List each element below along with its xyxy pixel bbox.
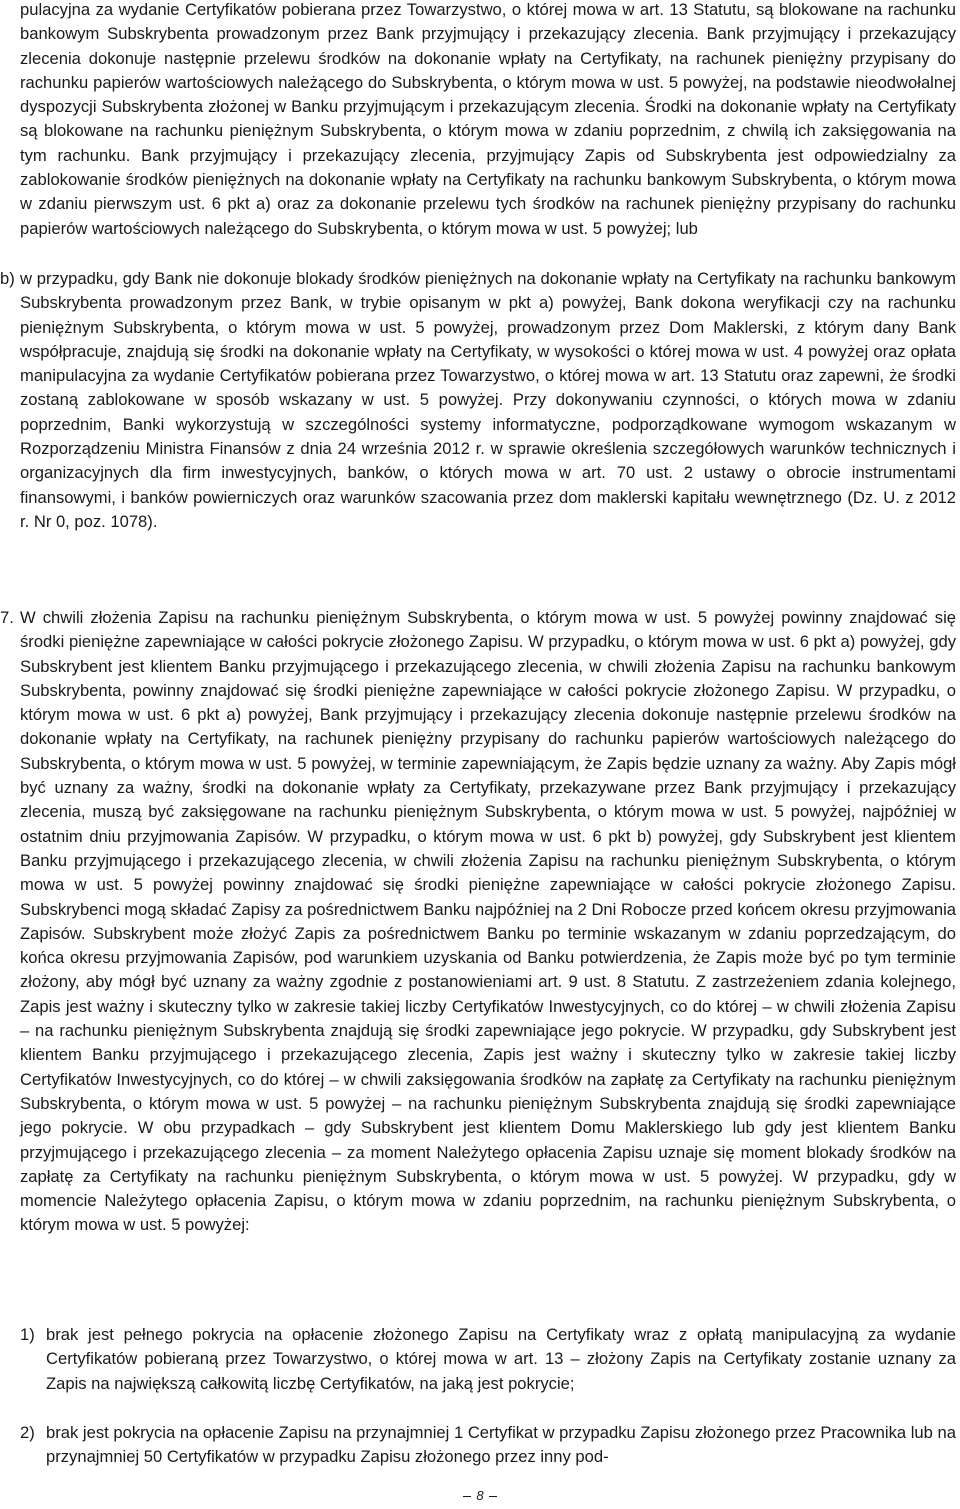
- continuation-text: pulacyjna za wydanie Certyfikatów pobierana przez Towarzystwo, o której mowa w art. 13 Statutu, są blokowane na rachunku bankowym Subskrybenta prowadzonym przez Bank przyjmujący i przekazujący zlecenia. Bank przyjmujący i przekazujący zlecenia dokonuje następnie przelewu środków na dokonanie wpłaty na Certyfikaty, na rachunek pieniężny przypisany do rachunku papierów wartościowych należącego do Subskrybenta, o którym mowa w ust. 5 powyżej, na podstawie nieodwołalnej dyspozycji Subskrybenta złożonej w Banku przyjmującym i przekazującym zlecenia. Środki na dokonanie wpłaty na Certyfikaty są blokowane na rachunku pieniężnym Subskrybenta, o którym mowa w zdaniu poprzednim, z chwilą ich zaksięgowania na tym rachunku. Bank przyjmujący i przekazujący zlecenia, przyjmujący Zapis od Subskrybenta jest odpowiedzialny za zablokowanie środków pieniężnych na dokonanie wpłaty na Certyfikaty na rachunku bankowym Subskrybenta, o którym mowa w zdaniu pierwszym ust. 6 pkt a) oraz za dokonanie przelewu tych środków na rachunek pieniężny przypisany do rachunku papierów wartościowych należącego do Subskrybenta, o którym mowa w ust. 5 powyżej; lub: [20, 0, 956, 238]
- section-7-text: W chwili złożenia Zapisu na rachunku pieniężnym Subskrybenta, o którym mowa w ust. 5 powyżej powinny znajdować się środki pieniężne zapewniające w całości pokrycie złożonego Zapisu. W przypadku, o którym mowa w ust. 6 pkt a) powyżej, gdy Subskrybent jest klientem Banku przyjmującego i przekazującego zlecenia, w chwili złożenia Zapisu na rachunku bankowym Subskrybenta, powinny znajdować się środki pieniężne zapewniające w całości pokrycie złożonego Zapisu. W przypadku, o którym mowa w ust. 6 pkt a) powyżej, Bank przyjmujący i przekazujący zlecenia dokonuje następnie przelewu środków na dokonanie wpłaty na Certyfikaty, na rachunek pieniężny przypisany do rachunku papierów wartościowych należącego do Subskrybenta, o którym mowa w ust. 5 powyżej, w terminie zapewniającym, że Zapis będzie uznany za ważny. Aby Zapis mógł być uznany za ważny, środki na dokonanie wpłaty za Certyfikaty, przekazywane przez Bank przyjmujący i przekazujący zlecenia, muszą być zaksięgowane na rachunku pieniężnym Subskrybenta, o którym mowa w ust. 5 powyżej, najpóźniej w ostatnim dniu przyjmowania Zapisów. W przypadku, o którym mowa w ust. 6 pkt b) powyżej, gdy Subskrybent jest klientem Banku przyjmującego i przekazującego zlecenia, w chwili złożenia Zapisu na rachunku pieniężnym Subskrybenta, o którym mowa w ust. 5 powyżej powinny znajdować się środki pieniężne zapewniające w całości pokrycie złożonego Zapisu. Subskrybenci mogą składać Zapisy za pośrednictwem Banku najpóźniej na 2 Dni Robocze przed końcem okresu przyjmowania Zapisów. Subskrybent może złożyć Zapis za pośrednictwem Banku po terminie wskazanym w zdaniu poprzedzającym, do końca okresu przyjmowania Zapisów, pod warunkiem uzyskania od Banku potwierdzenia, że Zapis może być po tym terminie złożony, aby mógł być uznany za ważny zgodnie z postanowieniami art. 9 ust. 8 Statutu. Z zastrzeżeniem zdania kolejnego, Zapis jest ważny i skuteczny tylko w zakresie takiej liczby Certyfikatów Inwestycyjnych, co do której – w chwili złożenia Zapisu – na rachunku pieniężnym Subskrybenta znajdują się środki zapewniające jego pokrycie. W przypadku, gdy Subskrybent jest klientem Banku przyjmującego i przekazującego zlecenia, Zapis jest ważny i skuteczny tylko w zakresie takiej liczby Certyfikatów Inwestycyjnych, co do której – w chwili zaksięgowania środków na zapłatę za Certyfikaty na rachunku pieniężnym Subskrybenta, o którym mowa w ust. 5 powyżej – na rachunku pieniężnym Subskrybenta znajdują się środki zapewniające jego pokrycie. W obu przypadkach – gdy Subskrybent jest klientem Domu Maklerskiego lub gdy jest klientem Banku przyjmującego i przekazującego zlecenia – za moment Należytego opłacenia Zapisu uznaje się moment blokady środków na zapłatę za Certyfikaty na rachunku pieniężnym Subskrybenta, o którym mowa w ust. 5 powyżej. W przypadku, gdy w momencie Należytego opłacenia Zapisu, o którym mowa w zdaniu poprzednim, na rachunku pieniężnym Subskrybenta, o którym mowa w ust. 5 powyżej:: [20, 608, 956, 1235]
- list-item-label: 1): [20, 1325, 35, 1344]
- footer-dash-left: [463, 1496, 471, 1497]
- section-7: [0, 606, 956, 1238]
- list-item-2: [20, 1421, 956, 1470]
- section-number: 7.: [0, 608, 14, 627]
- list-item-text: brak jest pokrycia na opłacenie Zapisu na przynajmniej 1 Certyfikat w przypadku Zapisu złożonego przez Pracownika lub na przynajmniej 50 Certyfikatów w przypadku Zapisu złożonego przez inny pod-: [46, 1423, 956, 1467]
- list-item-label: 2): [20, 1423, 35, 1442]
- continuation-paragraph: [20, 0, 956, 241]
- list-item-1: [20, 1323, 956, 1396]
- list-item-label: b): [0, 269, 15, 288]
- page-footer: [0, 1484, 960, 1508]
- page-number: 8: [476, 1488, 484, 1503]
- list-item-text: [20, 267, 956, 534]
- list-item-text: brak jest pełnego pokrycia na opłacenie złożonego Zapisu na Certyfikaty wraz z opłatą manipulacyjną za wydanie Certyfikatów pobieraną przez Towarzystwo, o której mowa w art. 13 – złożony Zapis na Certyfikaty zostanie uznany za Zapis na największą całkowitą liczbę Certyfikatów, na jaką jest pokrycie;: [46, 1325, 956, 1393]
- list-item-b: [0, 267, 956, 534]
- item-b-text: w przypadku, gdy Bank nie dokonuje blokady środków pieniężnych na dokonanie wpłaty na Certyfikaty na rachunku bankowym Subskrybenta prowadzonym przez Bank, w trybie opisanym w pkt a) powyżej, Bank dokona weryfikacji czy na rachunku pieniężnym Subskrybenta, o którym mowa w ust. 5 powyżej, prowadzonym przez Dom Maklerski, z którym dany Bank współpracuje, znajdują się środki na dokonanie wpłaty na Certyfikaty, w wysokości o której mowa w ust. 4 powyżej oraz opłata manipulacyjna za wydanie Certyfikatów pobierana przez Towarzystwo, o której mowa w art. 13 Statutu oraz zapewni, że środki zostaną zablokowane w sposób wskazany w ust. 5 powyżej. Przy dokonywaniu czynności, o których mowa w zdaniu poprzednim, Banki wykorzystują w szczególności systemy informatyczne, podporządkowane wymogom wskazanym w Rozporządzeniu Ministra Finansów z dnia 24 września 2012 r. w sprawie określenia szczegółowych warunków technicznych i organizacyjnych dla firm inwestycyjnych, banków, o których mowa w art. 70 ust. 2 ustawy o obrocie instrumentami finansowymi, i banków powierniczych oraz warunków szacowania przez dom maklerski kapitału wewnętrznego (Dz. U. z 2012 r. Nr 0, poz. 1078).: [20, 269, 956, 531]
- footer-dash-right: [489, 1496, 497, 1497]
